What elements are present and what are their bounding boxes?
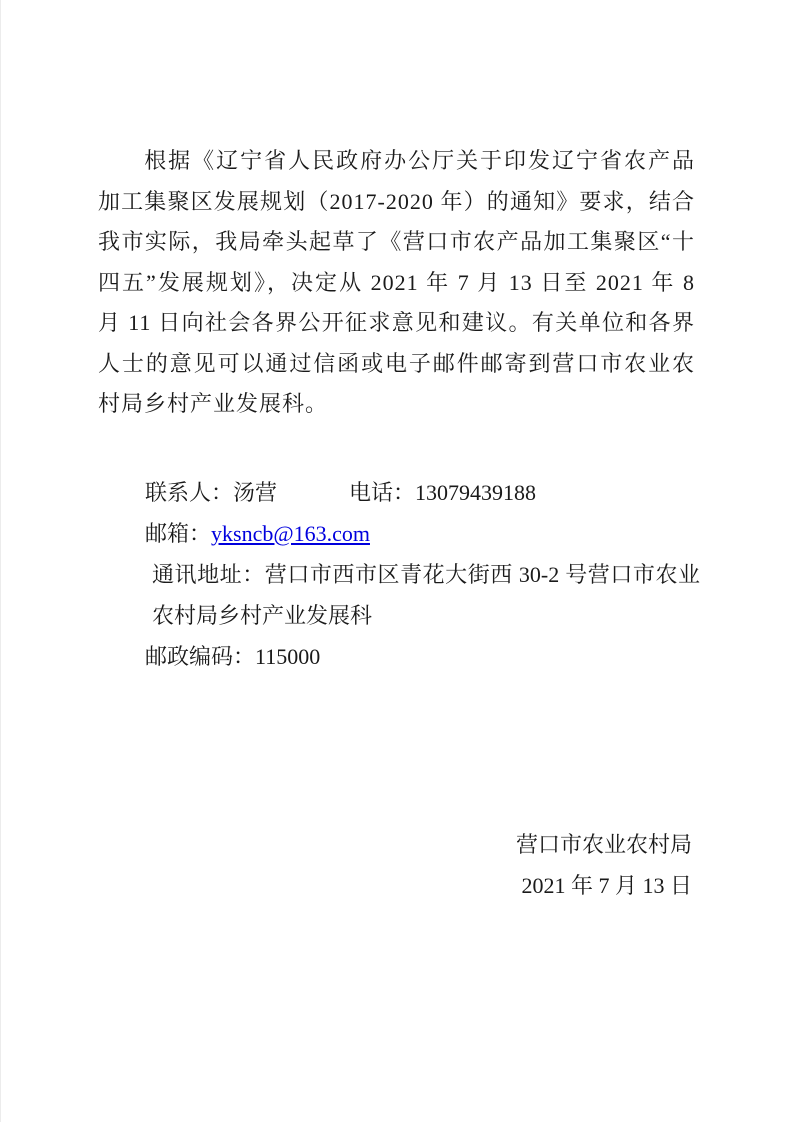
- address-label: 通讯地址：: [152, 561, 265, 587]
- postal-code-line: [98, 636, 695, 677]
- email-label: 邮箱：: [145, 520, 212, 546]
- contact-block: [98, 472, 700, 677]
- contact-person-line: [98, 472, 695, 513]
- postal-label: 邮政编码：: [145, 643, 256, 669]
- signature-date: 2021 年 7 月 13 日: [521, 872, 692, 898]
- signature-organization: 营口市农业农村局: [515, 831, 692, 857]
- contact-person-label: 联系人：: [145, 479, 234, 505]
- email-link[interactable]: yksncb@163.com: [211, 520, 370, 546]
- contact-address-block: [152, 554, 700, 636]
- contact-email-line: [98, 513, 695, 554]
- notice-paragraph: 根据《辽宁省人民政府办公厅关于印发辽宁省农产品加工集聚区发展规划（2017-2020 年）的通知》要求，结合我市实际，我局牵头起草了《营口市农产品加工集聚区“十四五”发展规划》，决定从 2021 年 7 月 13 日至 2021 年 8 月 11 日向社会各界公开征求意见和建议。有关单位和各界人士的意见可以通过信函或电子邮件邮寄到营口市农业农村局乡村产业发展科。: [98, 148, 695, 416]
- address-value: 营口市西市区青花大街西 30-2 号营口市农业农村局乡村产业发展科: [152, 561, 700, 628]
- phone-label: 电话：: [349, 479, 416, 505]
- signature-block: [98, 824, 695, 906]
- phone-number: 13079439188: [415, 479, 537, 505]
- contact-person-name: 汤营: [233, 479, 278, 505]
- postal-code: 115000: [255, 643, 321, 669]
